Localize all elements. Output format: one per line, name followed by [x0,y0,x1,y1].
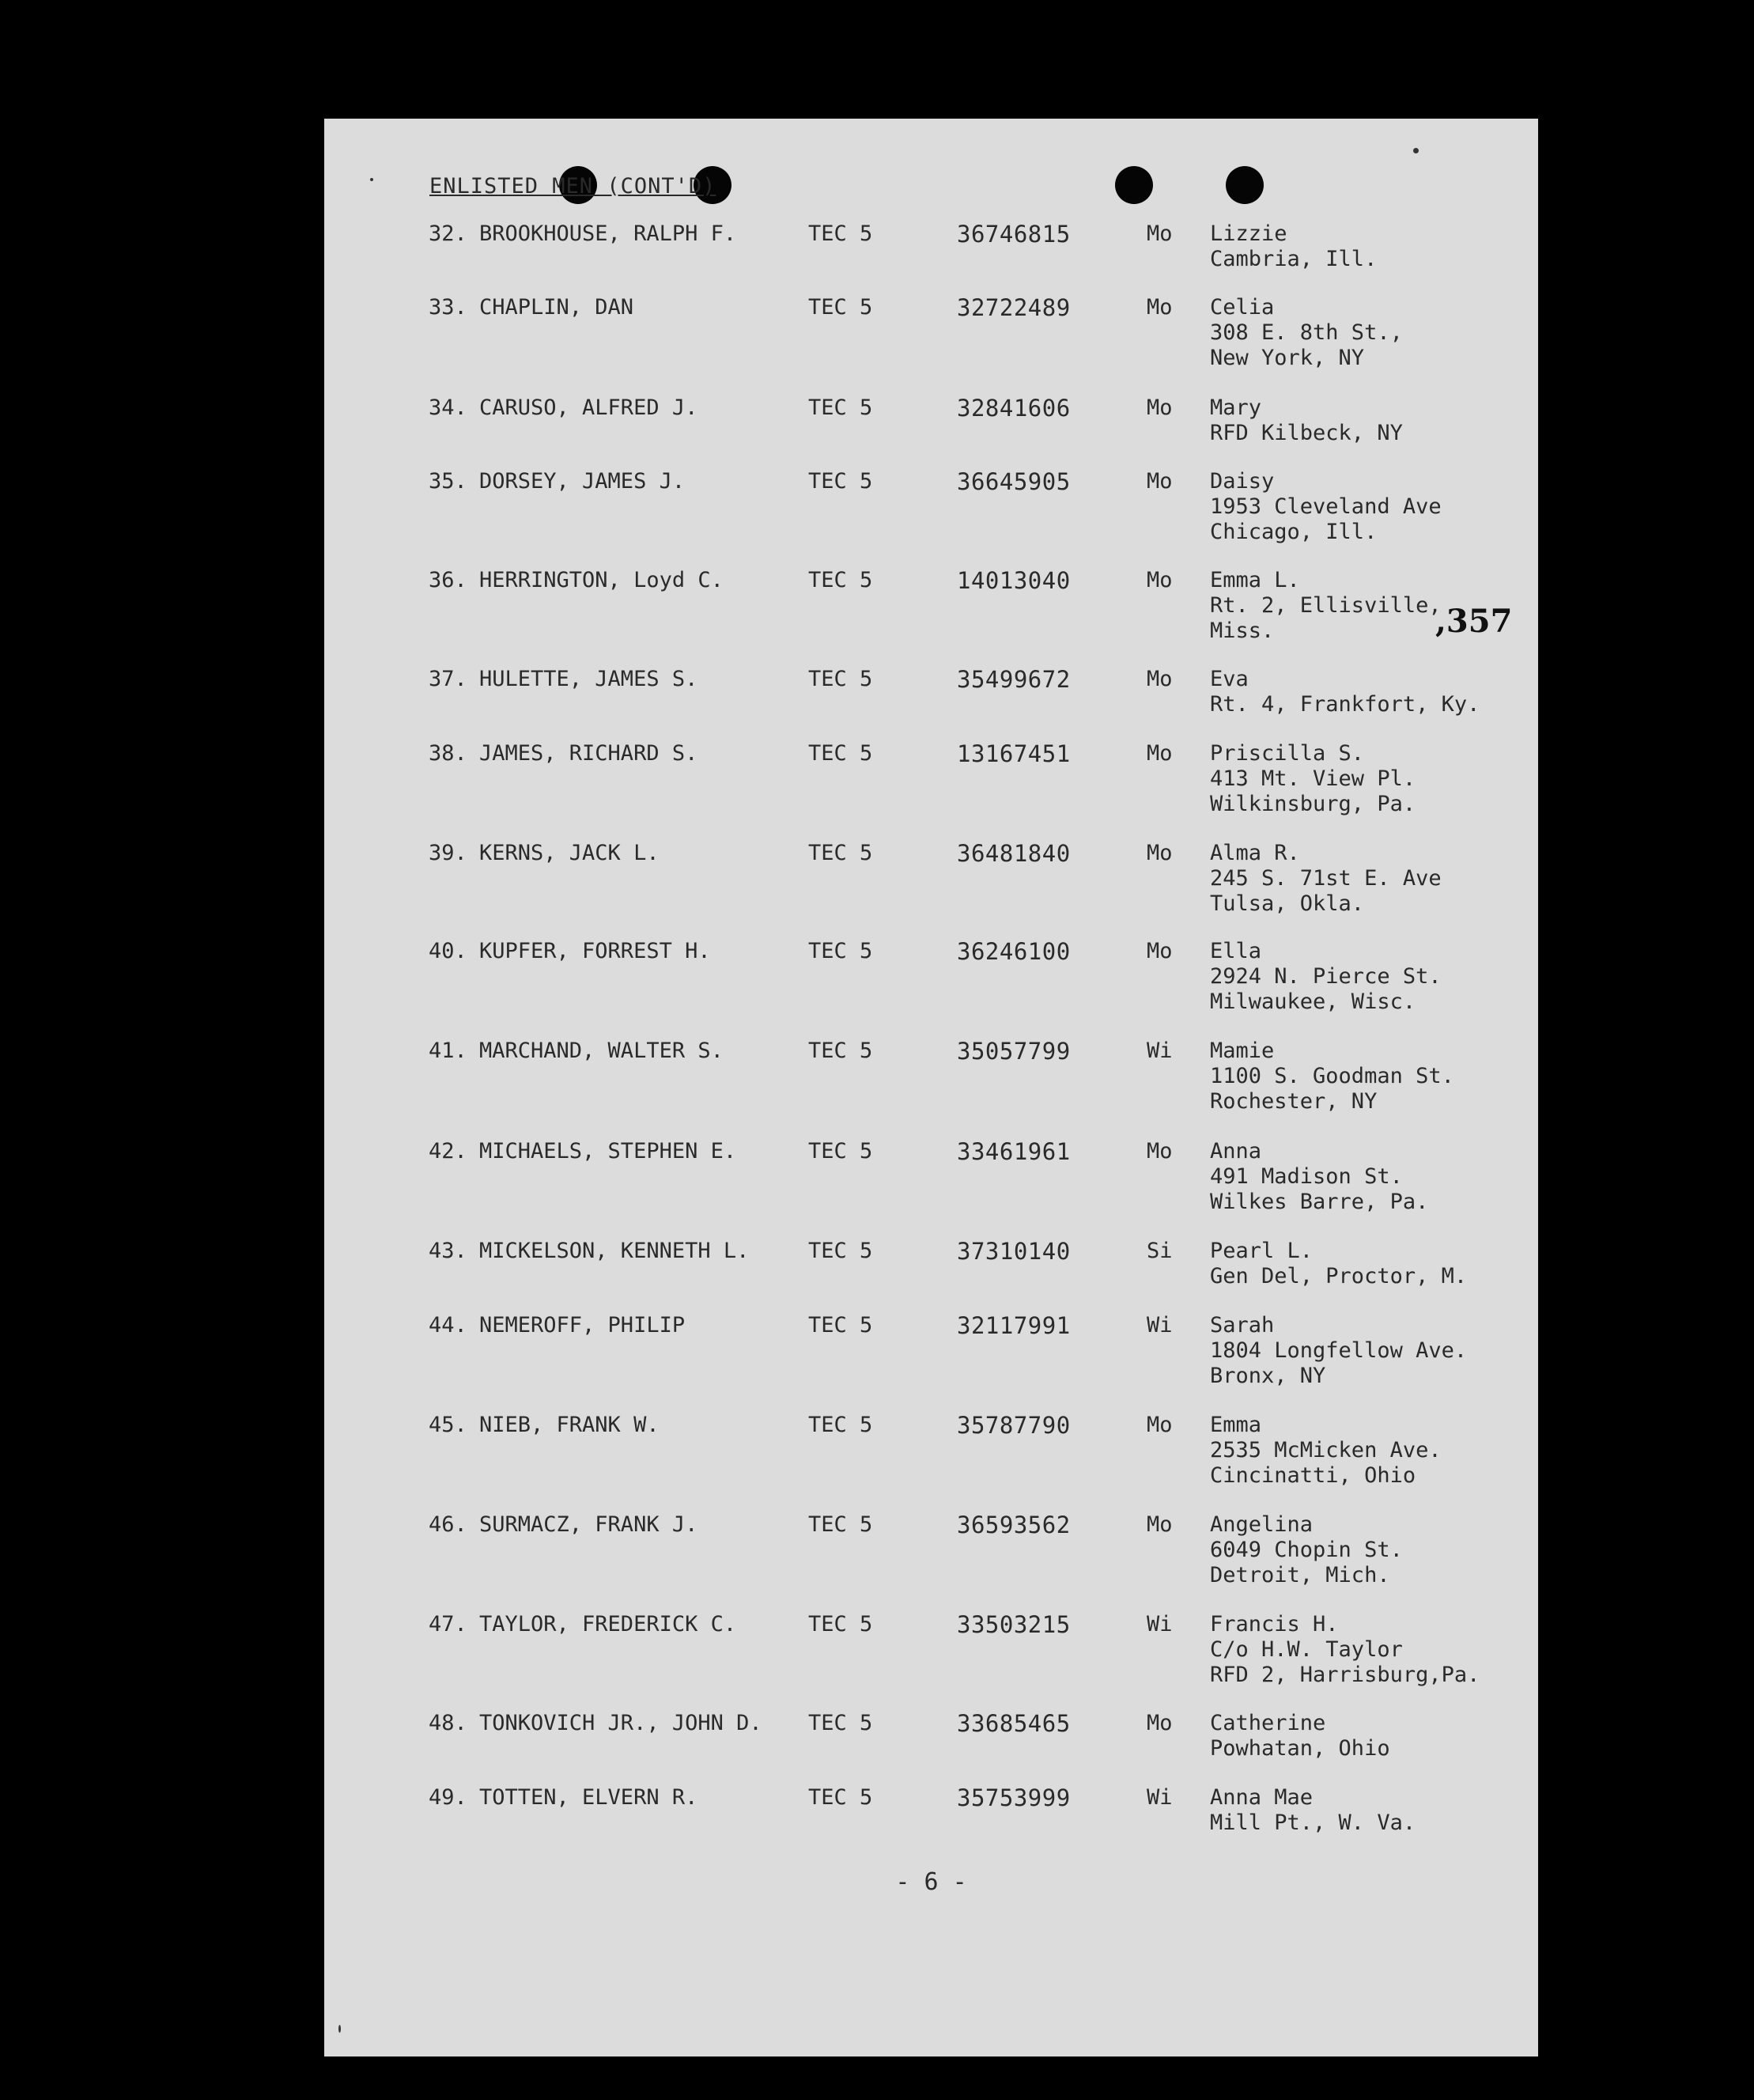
contact-line: Rochester, NY [1210,1089,1378,1114]
contact-line: 245 S. 71st E. Ave [1210,866,1442,891]
entry-number: 33. [429,295,467,320]
contact-line: RFD 2, Harrisburg,Pa. [1210,1663,1480,1687]
relation: Wi [1147,1785,1173,1810]
entry-number: 38. [429,741,467,766]
serial-number: 36746815 [957,221,1071,248]
soldier-name: MICKELSON, KENNETH L. [479,1239,750,1263]
contact-line: 1804 Longfellow Ave. [1210,1338,1468,1363]
speck [338,2025,341,2033]
rank: TEC 5 [808,1239,873,1263]
rank: TEC 5 [808,1785,873,1810]
contact-line: Pearl L. [1210,1239,1314,1263]
rank: TEC 5 [808,469,873,494]
serial-number: 37310140 [957,1238,1071,1265]
next-of-kin [1210,1039,1454,1114]
rank: TEC 5 [808,1139,873,1164]
soldier-name: NEMEROFF, PHILIP [479,1313,686,1338]
contact-line: Priscilla S. [1210,741,1365,766]
serial-number: 36645905 [957,468,1071,495]
next-of-kin [1210,395,1403,446]
contact-line: Bronx, NY [1210,1364,1326,1388]
entry-number: 32. [429,221,467,246]
relation: Mo [1147,221,1173,246]
rank: TEC 5 [808,568,873,592]
entry-number: 36. [429,568,467,592]
entry-number: 48. [429,1711,467,1735]
entry-number: 46. [429,1512,467,1537]
soldier-name: JAMES, RICHARD S. [479,741,698,766]
contact-line: 2535 McMicken Ave. [1210,1438,1442,1462]
contact-line: New York, NY [1210,346,1365,370]
rank: TEC 5 [808,1711,873,1735]
next-of-kin [1210,939,1442,1015]
contact-line: Cincinatti, Ohio [1210,1463,1416,1488]
relation: Si [1147,1239,1173,1263]
document-page [324,119,1538,2056]
soldier-name: DORSEY, JAMES J. [479,469,686,494]
soldier-name: TONKOVICH JR., JOHN D. [479,1711,762,1735]
relation: Wi [1147,1612,1173,1636]
entry-number: 37. [429,667,467,691]
next-of-kin [1210,741,1416,817]
contact-line: Anna Mae [1210,1785,1314,1810]
contact-line: 6049 Chopin St. [1210,1538,1403,1562]
entry-number: 45. [429,1413,467,1437]
next-of-kin [1210,469,1442,545]
entry-number: 47. [429,1612,467,1636]
relation: Mo [1147,841,1173,865]
contact-line: Milwaukee, Wisc. [1210,989,1416,1014]
serial-number: 36246100 [957,938,1071,965]
contact-line: Gen Del, Proctor, M. [1210,1264,1468,1288]
punch-hole [1226,166,1264,204]
punch-hole [1115,166,1153,204]
next-of-kin [1210,1711,1390,1761]
contact-line: Mill Pt., W. Va. [1210,1811,1416,1835]
rank: TEC 5 [808,1612,873,1636]
relation: Mo [1147,1413,1173,1437]
soldier-name: MARCHAND, WALTER S. [479,1039,724,1063]
contact-line: Detroit, Mich. [1210,1563,1390,1587]
section-header: ENLISTED MEN (CONT'D) [429,174,716,199]
next-of-kin [1210,1413,1442,1489]
rank: TEC 5 [808,1512,873,1537]
contact-line: Emma L. [1210,568,1300,592]
entry-number: 42. [429,1139,467,1164]
serial-number: 35753999 [957,1784,1071,1811]
contact-line: Rt. 4, Frankfort, Ky. [1210,692,1480,717]
rank: TEC 5 [808,841,873,865]
contact-line: Celia [1210,295,1275,320]
serial-number: 32722489 [957,294,1071,321]
serial-number: 36481840 [957,840,1071,867]
relation: Mo [1147,741,1173,766]
contact-line: 1100 S. Goodman St. [1210,1064,1454,1088]
relation: Mo [1147,1139,1173,1164]
rank: TEC 5 [808,1413,873,1437]
soldier-name: MICHAELS, STEPHEN E. [479,1139,737,1164]
rank: TEC 5 [808,741,873,766]
contact-line: Sarah [1210,1313,1275,1338]
contact-line: Rt. 2, Ellisville, [1210,593,1442,618]
contact-line: Anna [1210,1139,1262,1164]
next-of-kin [1210,568,1442,644]
relation: Mo [1147,295,1173,320]
contact-line: C/o H.W. Taylor [1210,1637,1403,1662]
contact-line: Daisy [1210,469,1275,494]
serial-number: 35057799 [957,1038,1071,1065]
rank: TEC 5 [808,221,873,246]
entry-number: 49. [429,1785,467,1810]
rank: TEC 5 [808,1039,873,1063]
entry-number: 40. [429,939,467,963]
contact-line: Alma R. [1210,841,1300,865]
serial-number: 14013040 [957,567,1071,594]
rank: TEC 5 [808,1313,873,1338]
relation: Mo [1147,568,1173,592]
next-of-kin [1210,1785,1416,1836]
next-of-kin [1210,1139,1428,1215]
relation: Mo [1147,395,1173,420]
soldier-name: TAYLOR, FREDERICK C. [479,1612,737,1636]
relation: Mo [1147,1512,1173,1537]
next-of-kin [1210,1313,1467,1389]
contact-line: Francis H. [1210,1612,1339,1636]
entry-number: 41. [429,1039,467,1063]
soldier-name: KUPFER, FORREST H. [479,939,711,963]
contact-line: Lizzie [1210,221,1287,246]
soldier-name: KERNS, JACK L. [479,841,660,865]
contact-line: 2924 N. Pierce St. [1210,964,1442,989]
contact-line: Mamie [1210,1039,1275,1063]
entry-number: 34. [429,395,467,420]
contact-line: Cambria, Ill. [1210,247,1378,271]
contact-line: Mary [1210,395,1262,420]
contact-line: Wilkes Barre, Pa. [1210,1190,1429,1214]
speck [370,178,373,181]
serial-number: 33685465 [957,1710,1071,1737]
contact-line: Emma [1210,1413,1262,1437]
relation: Mo [1147,469,1173,494]
soldier-name: SURMACZ, FRANK J. [479,1512,698,1537]
serial-number: 32841606 [957,395,1071,422]
rank: TEC 5 [808,667,873,691]
relation: Wi [1147,1039,1173,1063]
speck [1413,148,1419,153]
next-of-kin [1210,1612,1480,1688]
next-of-kin [1210,667,1480,717]
rank: TEC 5 [808,395,873,420]
relation: Mo [1147,939,1173,963]
entry-number: 43. [429,1239,467,1263]
serial-number: 35787790 [957,1412,1071,1439]
serial-number: 32117991 [957,1312,1071,1339]
serial-number: 36593562 [957,1512,1071,1538]
serial-number: 33461961 [957,1138,1071,1165]
soldier-name: CARUSO, ALFRED J. [479,395,698,420]
serial-number: 33503215 [957,1611,1071,1638]
relation: Mo [1147,1711,1173,1735]
soldier-name: NIEB, FRANK W. [479,1413,660,1437]
serial-number: 35499672 [957,666,1071,693]
contact-line: 1953 Cleveland Ave [1210,494,1442,519]
soldier-name: HERRINGTON, Loyd C. [479,568,724,592]
soldier-name: TOTTEN, ELVERN R. [479,1785,698,1810]
page-number: - 6 - [895,1868,967,1896]
contact-line: Catherine [1210,1711,1326,1735]
contact-line: Wilkinsburg, Pa. [1210,792,1416,816]
next-of-kin [1210,1239,1467,1289]
relation: Wi [1147,1313,1173,1338]
next-of-kin [1210,1512,1403,1588]
contact-line: 413 Mt. View Pl. [1210,766,1416,791]
next-of-kin [1210,841,1442,917]
contact-line: Eva [1210,667,1249,691]
entry-number: 35. [429,469,467,494]
contact-line: Angelina [1210,1512,1314,1537]
contact-line: Ella [1210,939,1262,963]
contact-line: RFD Kilbeck, NY [1210,421,1403,445]
relation: Mo [1147,667,1173,691]
rank: TEC 5 [808,295,873,320]
rank: TEC 5 [808,939,873,963]
contact-line: Chicago, Ill. [1210,520,1378,544]
entry-number: 39. [429,841,467,865]
contact-line: 308 E. 8th St., [1210,320,1403,345]
soldier-name: HULETTE, JAMES S. [479,667,698,691]
page-stamp: ,357 [1435,603,1513,640]
contact-line: Miss. [1210,619,1275,643]
serial-number: 13167451 [957,740,1071,767]
soldier-name: BROOKHOUSE, RALPH F. [479,221,737,246]
contact-line: Tulsa, Okla. [1210,891,1365,916]
contact-line: 491 Madison St. [1210,1164,1403,1189]
next-of-kin [1210,221,1377,272]
contact-line: Powhatan, Ohio [1210,1736,1390,1761]
soldier-name: CHAPLIN, DAN [479,295,634,320]
next-of-kin [1210,295,1403,371]
entry-number: 44. [429,1313,467,1338]
